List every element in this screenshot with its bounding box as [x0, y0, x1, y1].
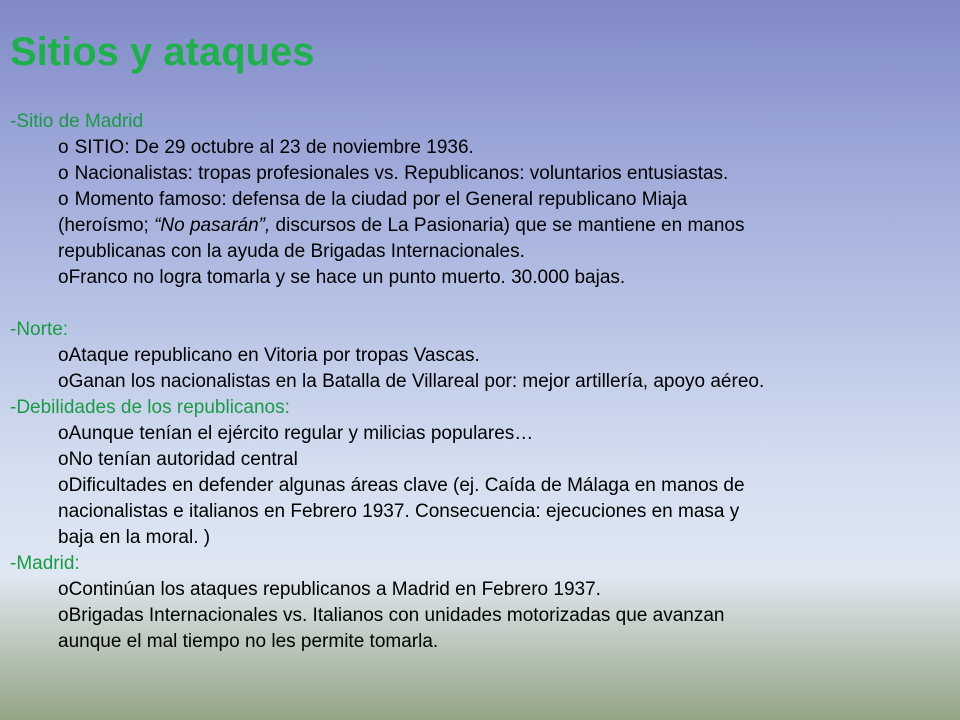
bullet-marker: o: [58, 579, 69, 600]
bullet-marker: o: [58, 371, 69, 392]
bullet-item: [10, 161, 955, 187]
bullet-text: No tenían autoridad central: [68, 449, 298, 470]
bullet-line: [58, 187, 955, 213]
bullet-text: Aunque tenían el ejército regular y milicias populares…: [68, 423, 534, 444]
quote-no-pasaran: “No pasarán”,: [154, 215, 271, 236]
bullet-line: baja en la moral. ): [58, 527, 211, 548]
bullet-item: [10, 473, 955, 551]
bullet-item: [10, 603, 955, 655]
bullet-text: (heroísmo;: [58, 215, 155, 236]
bullet-item: [10, 343, 955, 369]
bullet-item: [10, 135, 955, 161]
section-heading-debilidades: -Debilidades de los republicanos:: [10, 397, 290, 418]
bullet-item: [10, 369, 955, 395]
bullet-line: republicanas con la ayuda de Brigadas Internacionales.: [58, 241, 525, 262]
bullet-marker: o: [58, 189, 69, 210]
spacer: [10, 291, 955, 317]
bullet-marker: o: [58, 605, 69, 626]
bullet-marker: o: [58, 137, 69, 158]
bullet-item: [10, 447, 955, 473]
bullet-marker: o: [58, 423, 69, 444]
bullet-text: SITIO: De 29 octubre al 23 de noviembre 1936.: [74, 137, 474, 158]
section-heading-norte: -Norte:: [10, 319, 69, 340]
bullet-item: [10, 187, 955, 265]
bullet-text: Ganan los nacionalistas en la Batalla de Villareal por: mejor artillería, apoyo aéreo.: [68, 371, 765, 392]
bullet-item: [10, 577, 955, 603]
bullet-text: discursos de La Pasionaria) que se mantiene en manos: [270, 215, 745, 236]
bullet-marker: o: [58, 475, 69, 496]
bullet-text: Dificultades en defender algunas áreas clave (ej. Caída de Málaga en manos de: [68, 475, 745, 496]
bullet-marker: o: [58, 345, 69, 366]
section-heading-sitio-de-madrid: -Sitio de Madrid: [10, 111, 144, 132]
slide-title: Sitios y ataques: [10, 30, 315, 74]
bullet-text: Continúan los ataques republicanos a Madrid en Febrero 1937.: [68, 579, 601, 600]
bullet-text: Nacionalistas: tropas profesionales vs. Republicanos: voluntarios entusiastas.: [74, 163, 729, 184]
bullet-line: nacionalistas e italianos en Febrero 1937. Consecuencia: ejecuciones en masa y: [58, 501, 740, 522]
bullet-line: [58, 473, 955, 499]
bullet-marker: o: [58, 163, 69, 184]
bullet-line: [58, 603, 955, 629]
bullet-line: [58, 213, 955, 239]
bullet-text: Ataque republicano en Vitoria por tropas Vascas.: [68, 345, 480, 366]
bullet-item: [10, 265, 955, 291]
bullet-item: [10, 421, 955, 447]
bullet-marker: o: [58, 267, 69, 288]
bullet-line: aunque el mal tiempo no les permite tomarla.: [58, 631, 439, 652]
slide-body: [10, 109, 955, 655]
bullet-text: Brigadas Internacionales vs. Italianos con unidades motorizadas que avanzan: [68, 605, 725, 626]
bullet-text: Franco no logra tomarla y se hace un punto muerto. 30.000 bajas.: [68, 267, 626, 288]
bullet-text: Momento famoso: defensa de la ciudad por el General republicano Miaja: [74, 189, 688, 210]
bullet-marker: o: [58, 449, 69, 470]
section-heading-madrid: -Madrid:: [10, 553, 80, 574]
